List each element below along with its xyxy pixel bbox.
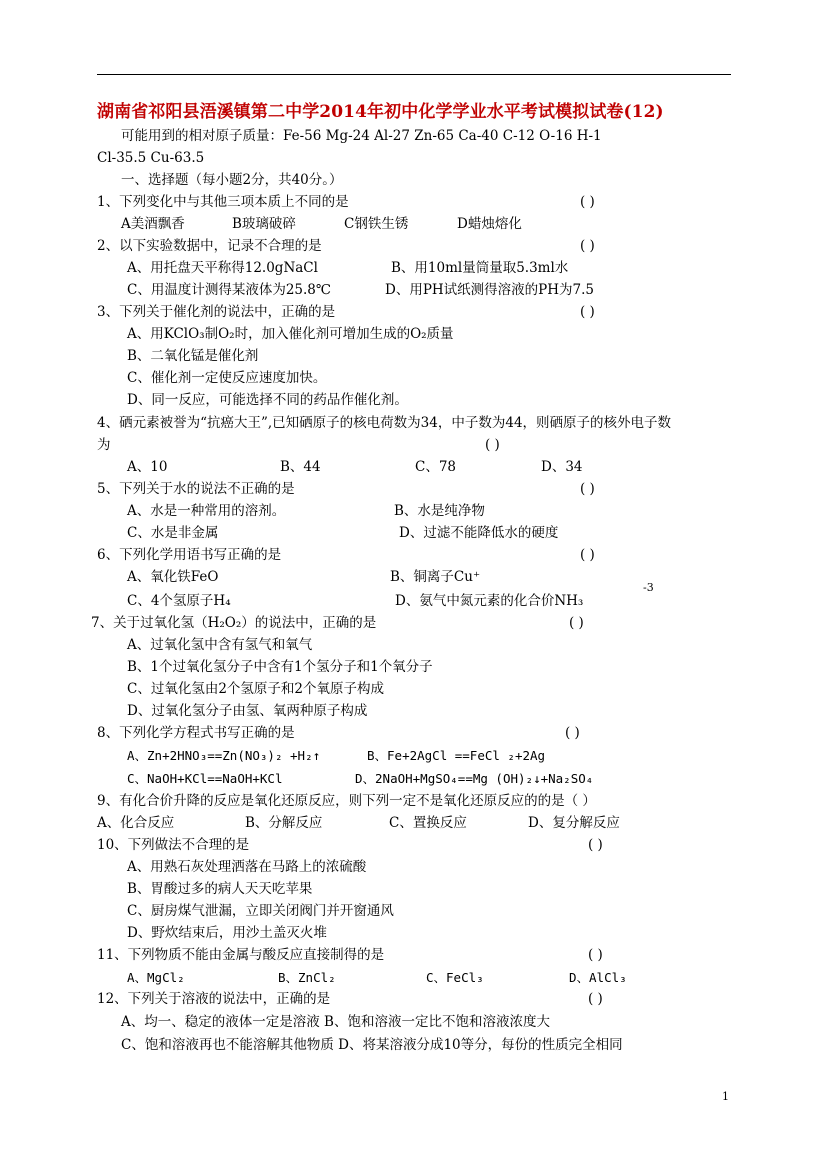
q9-stem: 9、有化合价升降的反应是氧化还原反应，则下列一定不是氧化还原反应的的是（ ） [97,793,596,809]
page-number: 1 [722,1090,729,1103]
q3-option-b: B、二氧化锰是催化剂 [127,348,259,364]
q9-option-b: B、分解反应 [245,815,323,831]
q11-stem: 11、下列物质不能由金属与酸反应直接制得的是 [97,947,385,963]
q7-option-b: B、1个过氧化氢分子中含有1个氢分子和1个氧分子 [127,659,433,675]
q8-option-c: C、NaOH+KCl==NaOH+KCl [127,771,283,786]
q8-stem: 8、下列化学方程式书写正确的是 [97,725,295,741]
q10-option-b: B、胃酸过多的病人天天吃苹果 [127,881,313,897]
q3-option-c: C、催化剂一定使反应速度加快。 [127,370,327,386]
q4-option-b: B、44 [280,459,321,475]
q1-option-b: B玻璃破碎 [232,216,296,232]
q6-option-b: B、铜离子Cu⁺ [390,569,481,585]
q7-option-c: C、过氧化氢由2个氢原子和2个氧原子构成 [127,681,385,697]
q1-stem: 1、下列变化中与其他三项本质上不同的是 [97,194,349,210]
q11-answer-paren: ( ) [588,947,603,963]
q5-stem: 5、下列关于水的说法不正确的是 [97,481,295,497]
q6-answer-paren: ( ) [580,547,595,563]
q9-option-a: A、化合反应 [97,815,175,831]
q1-answer-paren: ( ) [580,194,595,210]
q11-option-d: D、AlCl₃ [569,970,627,985]
q2-answer-paren: ( ) [580,238,595,254]
q4-option-d: D、34 [541,459,583,475]
q7-option-d: D、过氧化氢分子由氢、氧两种原子构成 [127,703,368,719]
header-rule [97,74,731,75]
q8-option-a: A、Zn+2HNO₃==Zn(NO₃)₂ +H₂↑ [127,748,321,763]
atomic-masses-line1: 可能用到的相对原子质量：Fe-56 Mg-24 Al-27 Zn-65 Ca-40 C-12 O-16 H-1 [121,128,602,144]
q5-option-c: C、水是非金属 [127,525,219,541]
q4-stem-cont: 为 [97,437,111,453]
q7-option-a: A、过氧化氢中含有氢气和氧气 [127,637,313,653]
q12-answer-paren: ( ) [588,991,603,1007]
q10-option-a: A、用熟石灰处理洒落在马路上的浓硫酸 [127,859,367,875]
q12-options-cd: C、饱和溶液再也不能溶解其他物质 D、将某溶液分成10等分，每份的性质完全相同 [121,1037,623,1053]
q11-option-b: B、ZnCl₂ [278,970,336,985]
q10-answer-paren: ( ) [588,837,603,853]
q3-option-d: D、同一反应，可能选择不同的药品作催化剂。 [127,392,408,408]
q9-option-c: C、置换反应 [389,815,467,831]
q6-option-a: A、氧化铁FeO [127,569,219,585]
q5-option-d: D、过滤不能降低水的硬度 [399,525,559,541]
q10-option-d: D、野炊结束后，用沙土盖灭火堆 [127,925,327,941]
q9-option-d: D、复分解反应 [528,815,620,831]
q11-option-c: C、FeCl₃ [426,970,484,985]
section-heading: 一、选择题（每小题2分，共40分。） [121,172,343,188]
q2-stem: 2、以下实验数据中，记录不合理的是 [97,238,322,254]
q4-stem: 4、硒元素被誉为“抗癌大王”,已知硒原子的核电荷数为34，中子数为44，则硒原子的核外电子数 [97,415,672,431]
q6-option-c: C、4个氢原子H₄ [127,593,231,609]
q1-option-c: C钢铁生锈 [344,216,409,232]
q5-option-b: B、水是纯净物 [394,503,485,519]
q6-stem: 6、下列化学用语书写正确的是 [97,547,282,563]
q1-option-a: A美酒飘香 [121,216,185,232]
q8-option-d: D、2NaOH+MgSO₄==Mg (OH)₂↓+Na₂SO₄ [355,771,594,786]
q12-stem: 12、下列关于溶液的说法中，正确的是 [97,991,331,1007]
q11-option-a: A、MgCl₂ [127,970,185,985]
q6-option-d: D、氨气中氮元素的化合价NH₃ [395,593,584,609]
q4-option-a: A、10 [127,459,168,475]
q5-option-a: A、水是一种常用的溶剂。 [127,503,286,519]
q10-stem: 10、下列做法不合理的是 [97,837,250,853]
q12-options-ab: A、均一、稳定的液体一定是溶液 B、饱和溶液一定比不饱和溶液浓度大 [121,1014,550,1030]
q10-option-c: C、厨房煤气泄漏，立即关闭阀门并开窗通风 [127,903,394,919]
q2-option-b: B、用10ml量筒量取5.3ml水 [391,260,569,276]
q2-option-a: A、用托盘天平称得12.0gNaCl [127,260,318,276]
q2-option-d: D、用PH试纸测得溶液的PH为7.5 [385,282,595,298]
q4-answer-paren: ( ) [485,437,500,453]
q2-option-c: C、用温度计测得某液体为25.8℃ [127,282,331,298]
page-title: 湖南省祁阳县浯溪镇第二中学2014年初中化学学业水平考试模拟试卷(12) [97,102,664,122]
q3-option-a: A、用KClO₃制O₂时，加入催化剂可增加生成的O₂质量 [127,326,454,342]
q6-valence-note: -3 [643,581,654,594]
q1-option-d: D蜡烛熔化 [457,216,522,232]
q5-answer-paren: ( ) [580,481,595,497]
atomic-masses-line2: Cl-35.5 Cu-63.5 [97,150,205,166]
q3-stem: 3、下列关于催化剂的说法中，正确的是 [97,304,336,320]
q4-option-c: C、78 [415,459,457,475]
q3-answer-paren: ( ) [580,304,595,320]
q7-answer-paren: ( ) [569,615,584,631]
q8-answer-paren: ( ) [565,725,580,741]
q8-option-b: B、Fe+2AgCl ==FeCl ₂+2Ag [367,748,546,763]
q7-stem: 7、关于过氧化氢（H₂O₂）的说法中，正确的是 [91,615,377,631]
